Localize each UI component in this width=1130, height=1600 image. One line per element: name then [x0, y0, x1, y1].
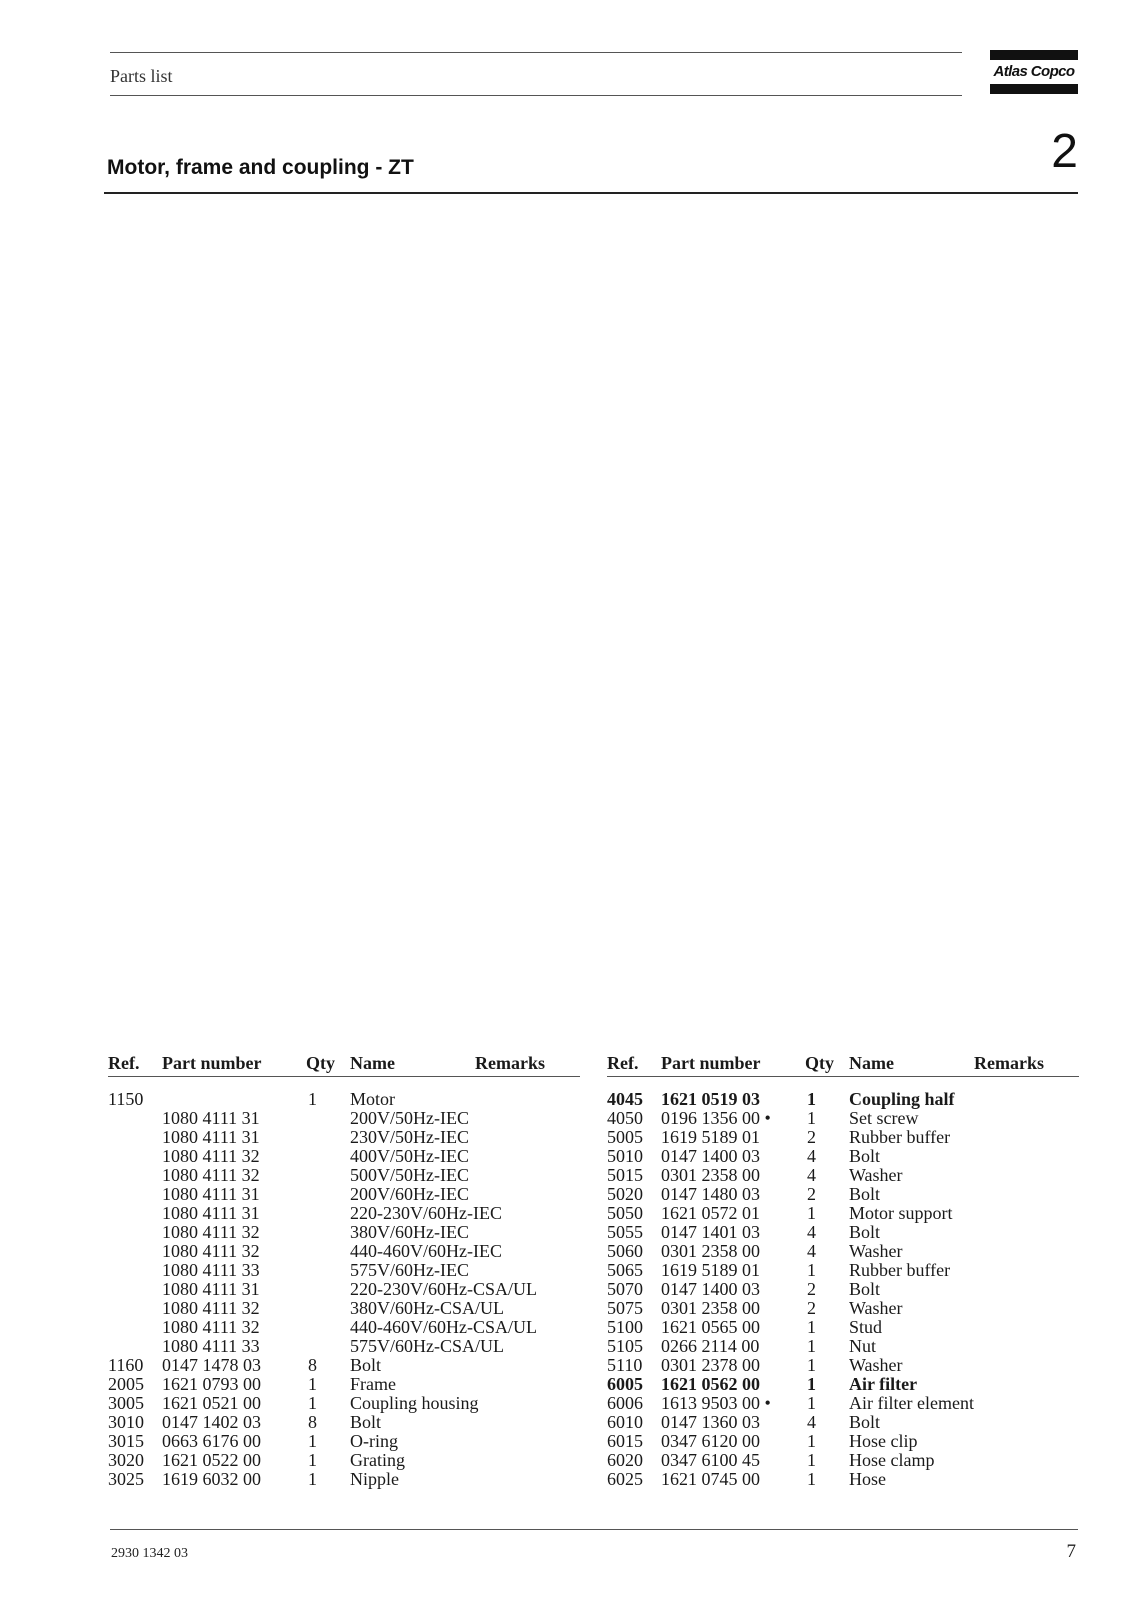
name-cell: Nut	[849, 1336, 876, 1356]
name-cell: Washer	[849, 1165, 903, 1185]
header-part-number: Part number	[661, 1053, 761, 1073]
part-number-cell: 1080 4111 31	[162, 1184, 260, 1204]
header-bottom-rule	[110, 95, 962, 96]
name-cell: Bolt	[849, 1222, 881, 1242]
atlas-copco-logo	[990, 50, 1078, 94]
name-cell: Bolt	[849, 1412, 881, 1432]
ref-cell: 5015	[607, 1165, 643, 1185]
ref-cell: 4050	[607, 1108, 643, 1128]
part-number-cell: 0301 2358 00	[661, 1298, 760, 1318]
table-header-rule-left	[108, 1076, 580, 1077]
header-ref: Ref.	[108, 1053, 140, 1073]
part-number-cell: 1621 0793 00	[162, 1374, 261, 1394]
name-cell: 220-230V/60Hz-IEC	[350, 1203, 502, 1223]
name-cell: 575V/60Hz-CSA/UL	[350, 1336, 504, 1356]
qty-cell: 1	[807, 1393, 816, 1413]
name-cell: Coupling housing	[350, 1393, 479, 1413]
table-header-rule-right	[607, 1076, 1079, 1077]
name-cell: Motor support	[849, 1203, 953, 1223]
part-number-cell: 1080 4111 33	[162, 1336, 260, 1356]
qty-cell: 1	[308, 1450, 317, 1470]
ref-cell: 1160	[108, 1355, 144, 1375]
qty-cell: 4	[807, 1241, 816, 1261]
qty-cell: 2	[807, 1279, 816, 1299]
part-number-cell: 1621 0521 00	[162, 1393, 261, 1413]
qty-cell: 1	[807, 1260, 816, 1280]
name-cell: Rubber buffer	[849, 1127, 951, 1147]
ref-cell: 5075	[607, 1298, 643, 1318]
qty-cell: 1	[807, 1374, 816, 1394]
ref-cell: 5050	[607, 1203, 643, 1223]
qty-cell: 1	[807, 1336, 816, 1356]
parts-table-right	[607, 1048, 1079, 1489]
document-code: 2930 1342 03	[111, 1546, 188, 1561]
qty-cell: 1	[308, 1469, 317, 1489]
logo-text: Atlas Copco	[993, 63, 1075, 80]
ref-cell: 6010	[607, 1412, 643, 1432]
ref-cell: 3015	[108, 1431, 144, 1451]
name-cell: 380V/60Hz-CSA/UL	[350, 1298, 504, 1318]
qty-cell: 1	[807, 1089, 816, 1109]
name-cell: Rubber buffer	[849, 1260, 951, 1280]
part-number-cell: 0301 2378 00	[661, 1355, 760, 1375]
ref-cell: 4045	[607, 1089, 643, 1109]
header-title: Parts list	[110, 66, 173, 86]
ref-cell: 6020	[607, 1450, 643, 1470]
part-number-cell: 0147 1401 03	[661, 1222, 760, 1242]
name-cell: Bolt	[350, 1355, 382, 1375]
part-number-cell: 0347 6100 45	[661, 1450, 760, 1470]
name-cell: Washer	[849, 1298, 903, 1318]
ref-cell: 5005	[607, 1127, 643, 1147]
name-cell: Grating	[350, 1450, 405, 1470]
name-cell: Washer	[849, 1355, 903, 1375]
name-cell: 380V/60Hz-IEC	[350, 1222, 469, 1242]
name-cell: Stud	[849, 1317, 883, 1337]
qty-cell: 2	[807, 1184, 816, 1204]
name-cell: Hose clip	[849, 1431, 918, 1451]
name-cell: 200V/60Hz-IEC	[350, 1184, 469, 1204]
ref-cell: 3020	[108, 1450, 144, 1470]
part-number-cell: 0147 1400 03	[661, 1146, 760, 1166]
section-rule	[104, 192, 1078, 194]
part-number-cell: 0196 1356 00 •	[661, 1108, 771, 1128]
qty-cell: 1	[308, 1089, 317, 1109]
ref-cell: 5010	[607, 1146, 643, 1166]
qty-cell: 1	[807, 1108, 816, 1128]
qty-cell: 1	[807, 1431, 816, 1451]
qty-cell: 8	[308, 1412, 317, 1432]
header-qty: Qty	[805, 1053, 834, 1073]
ref-cell: 3025	[108, 1469, 144, 1489]
part-number-cell: 0266 2114 00	[661, 1336, 760, 1356]
name-cell: Bolt	[350, 1412, 382, 1432]
name-cell: O-ring	[350, 1431, 398, 1451]
part-number-cell: 1621 0562 00	[661, 1374, 760, 1394]
part-number-cell: 1080 4111 31	[162, 1127, 260, 1147]
qty-cell: 1	[308, 1393, 317, 1413]
name-cell: 220-230V/60Hz-CSA/UL	[350, 1279, 537, 1299]
qty-cell: 4	[807, 1146, 816, 1166]
ref-cell: 5055	[607, 1222, 643, 1242]
part-number-cell: 1080 4111 32	[162, 1222, 260, 1242]
name-cell: Set screw	[849, 1108, 919, 1128]
name-cell: Air filter	[849, 1374, 918, 1394]
part-number-cell: 1080 4111 32	[162, 1165, 260, 1185]
header-name: Name	[350, 1053, 395, 1073]
ref-cell: 1150	[108, 1089, 144, 1109]
name-cell: Bolt	[849, 1146, 881, 1166]
part-number-cell: 1080 4111 32	[162, 1241, 260, 1261]
part-number-cell: 1619 6032 00	[162, 1469, 261, 1489]
qty-cell: 4	[807, 1222, 816, 1242]
part-number-cell: 0147 1400 03	[661, 1279, 760, 1299]
header-ref: Ref.	[607, 1053, 639, 1073]
ref-cell: 6015	[607, 1431, 643, 1451]
part-number-cell: 0147 1402 03	[162, 1412, 261, 1432]
part-number-cell: 1621 0745 00	[661, 1469, 760, 1489]
qty-cell: 1	[807, 1469, 816, 1489]
section-number: 2	[1051, 125, 1078, 178]
ref-cell: 5105	[607, 1336, 643, 1356]
header-remarks: Remarks	[974, 1053, 1044, 1073]
qty-cell: 1	[807, 1355, 816, 1375]
qty-cell: 1	[807, 1450, 816, 1470]
header-remarks: Remarks	[475, 1053, 545, 1073]
part-number-cell: 0147 1478 03	[162, 1355, 261, 1375]
header-part-number: Part number	[162, 1053, 262, 1073]
footer-rule	[110, 1529, 1078, 1530]
ref-cell: 5060	[607, 1241, 643, 1261]
part-number-cell: 1621 0565 00	[661, 1317, 760, 1337]
part-number-cell: 1621 0572 01	[661, 1203, 760, 1223]
name-cell: 200V/50Hz-IEC	[350, 1108, 469, 1128]
logo-top-bar	[990, 50, 1078, 60]
header-top-rule	[110, 52, 962, 53]
name-cell: 500V/50Hz-IEC	[350, 1165, 469, 1185]
table-header-left	[108, 1048, 580, 1074]
part-number-cell: 1621 0519 03	[661, 1089, 760, 1109]
part-number-cell: 0301 2358 00	[661, 1241, 760, 1261]
part-number-cell: 0301 2358 00	[661, 1165, 760, 1185]
parts-table-left	[108, 1048, 580, 1489]
qty-cell: 4	[807, 1412, 816, 1432]
ref-cell: 6006	[607, 1393, 643, 1413]
ref-cell: 6005	[607, 1374, 643, 1394]
part-number-cell: 0147 1360 03	[661, 1412, 760, 1432]
ref-cell: 3010	[108, 1412, 144, 1432]
ref-cell: 5065	[607, 1260, 643, 1280]
part-number-cell: 1080 4111 32	[162, 1317, 260, 1337]
part-number-cell: 1619 5189 01	[661, 1260, 760, 1280]
qty-cell: 1	[807, 1203, 816, 1223]
name-cell: Hose clamp	[849, 1450, 935, 1470]
part-number-cell: 1080 4111 31	[162, 1203, 260, 1223]
part-number-cell: 1613 9503 00 •	[661, 1393, 771, 1413]
ref-cell: 5100	[607, 1317, 643, 1337]
name-cell: 440-460V/60Hz-CSA/UL	[350, 1317, 537, 1337]
name-cell: 400V/50Hz-IEC	[350, 1146, 469, 1166]
ref-cell: 5070	[607, 1279, 643, 1299]
part-number-cell: 1080 4111 33	[162, 1260, 260, 1280]
ref-cell: 5110	[607, 1355, 643, 1375]
name-cell: Bolt	[849, 1279, 881, 1299]
name-cell: Coupling half	[849, 1089, 955, 1109]
qty-cell: 2	[807, 1127, 816, 1147]
name-cell: Nipple	[350, 1469, 399, 1489]
ref-cell: 3005	[108, 1393, 144, 1413]
qty-cell: 1	[807, 1317, 816, 1337]
page-number: 7	[1066, 1541, 1076, 1562]
part-number-cell: 1080 4111 31	[162, 1108, 260, 1128]
table-header-right	[607, 1048, 1079, 1074]
name-cell: 575V/60Hz-IEC	[350, 1260, 469, 1280]
part-number-cell: 1619 5189 01	[661, 1127, 760, 1147]
qty-cell: 1	[308, 1431, 317, 1451]
name-cell: Washer	[849, 1241, 903, 1261]
part-number-cell: 1080 4111 32	[162, 1146, 260, 1166]
part-number-cell: 1080 4111 31	[162, 1279, 260, 1299]
name-cell: Hose	[849, 1469, 886, 1489]
ref-cell: 6025	[607, 1469, 643, 1489]
qty-cell: 2	[807, 1298, 816, 1318]
name-cell: 440-460V/60Hz-IEC	[350, 1241, 502, 1261]
name-cell: 230V/50Hz-IEC	[350, 1127, 469, 1147]
ref-cell: 2005	[108, 1374, 144, 1394]
header-qty: Qty	[306, 1053, 335, 1073]
part-number-cell: 0663 6176 00	[162, 1431, 261, 1451]
name-cell: Air filter element	[849, 1393, 974, 1413]
part-number-cell: 0147 1480 03	[661, 1184, 760, 1204]
qty-cell: 1	[308, 1374, 317, 1394]
header-name: Name	[849, 1053, 894, 1073]
name-cell: Motor	[350, 1089, 395, 1109]
part-number-cell: 0347 6120 00	[661, 1431, 760, 1451]
part-number-cell: 1080 4111 32	[162, 1298, 260, 1318]
logo-bottom-bar	[990, 84, 1078, 94]
qty-cell: 8	[308, 1355, 317, 1375]
ref-cell: 5020	[607, 1184, 643, 1204]
name-cell: Frame	[350, 1374, 396, 1394]
name-cell: Bolt	[849, 1184, 881, 1204]
section-title: Motor, frame and coupling - ZT	[107, 156, 414, 179]
qty-cell: 4	[807, 1165, 816, 1185]
part-number-cell: 1621 0522 00	[162, 1450, 261, 1470]
